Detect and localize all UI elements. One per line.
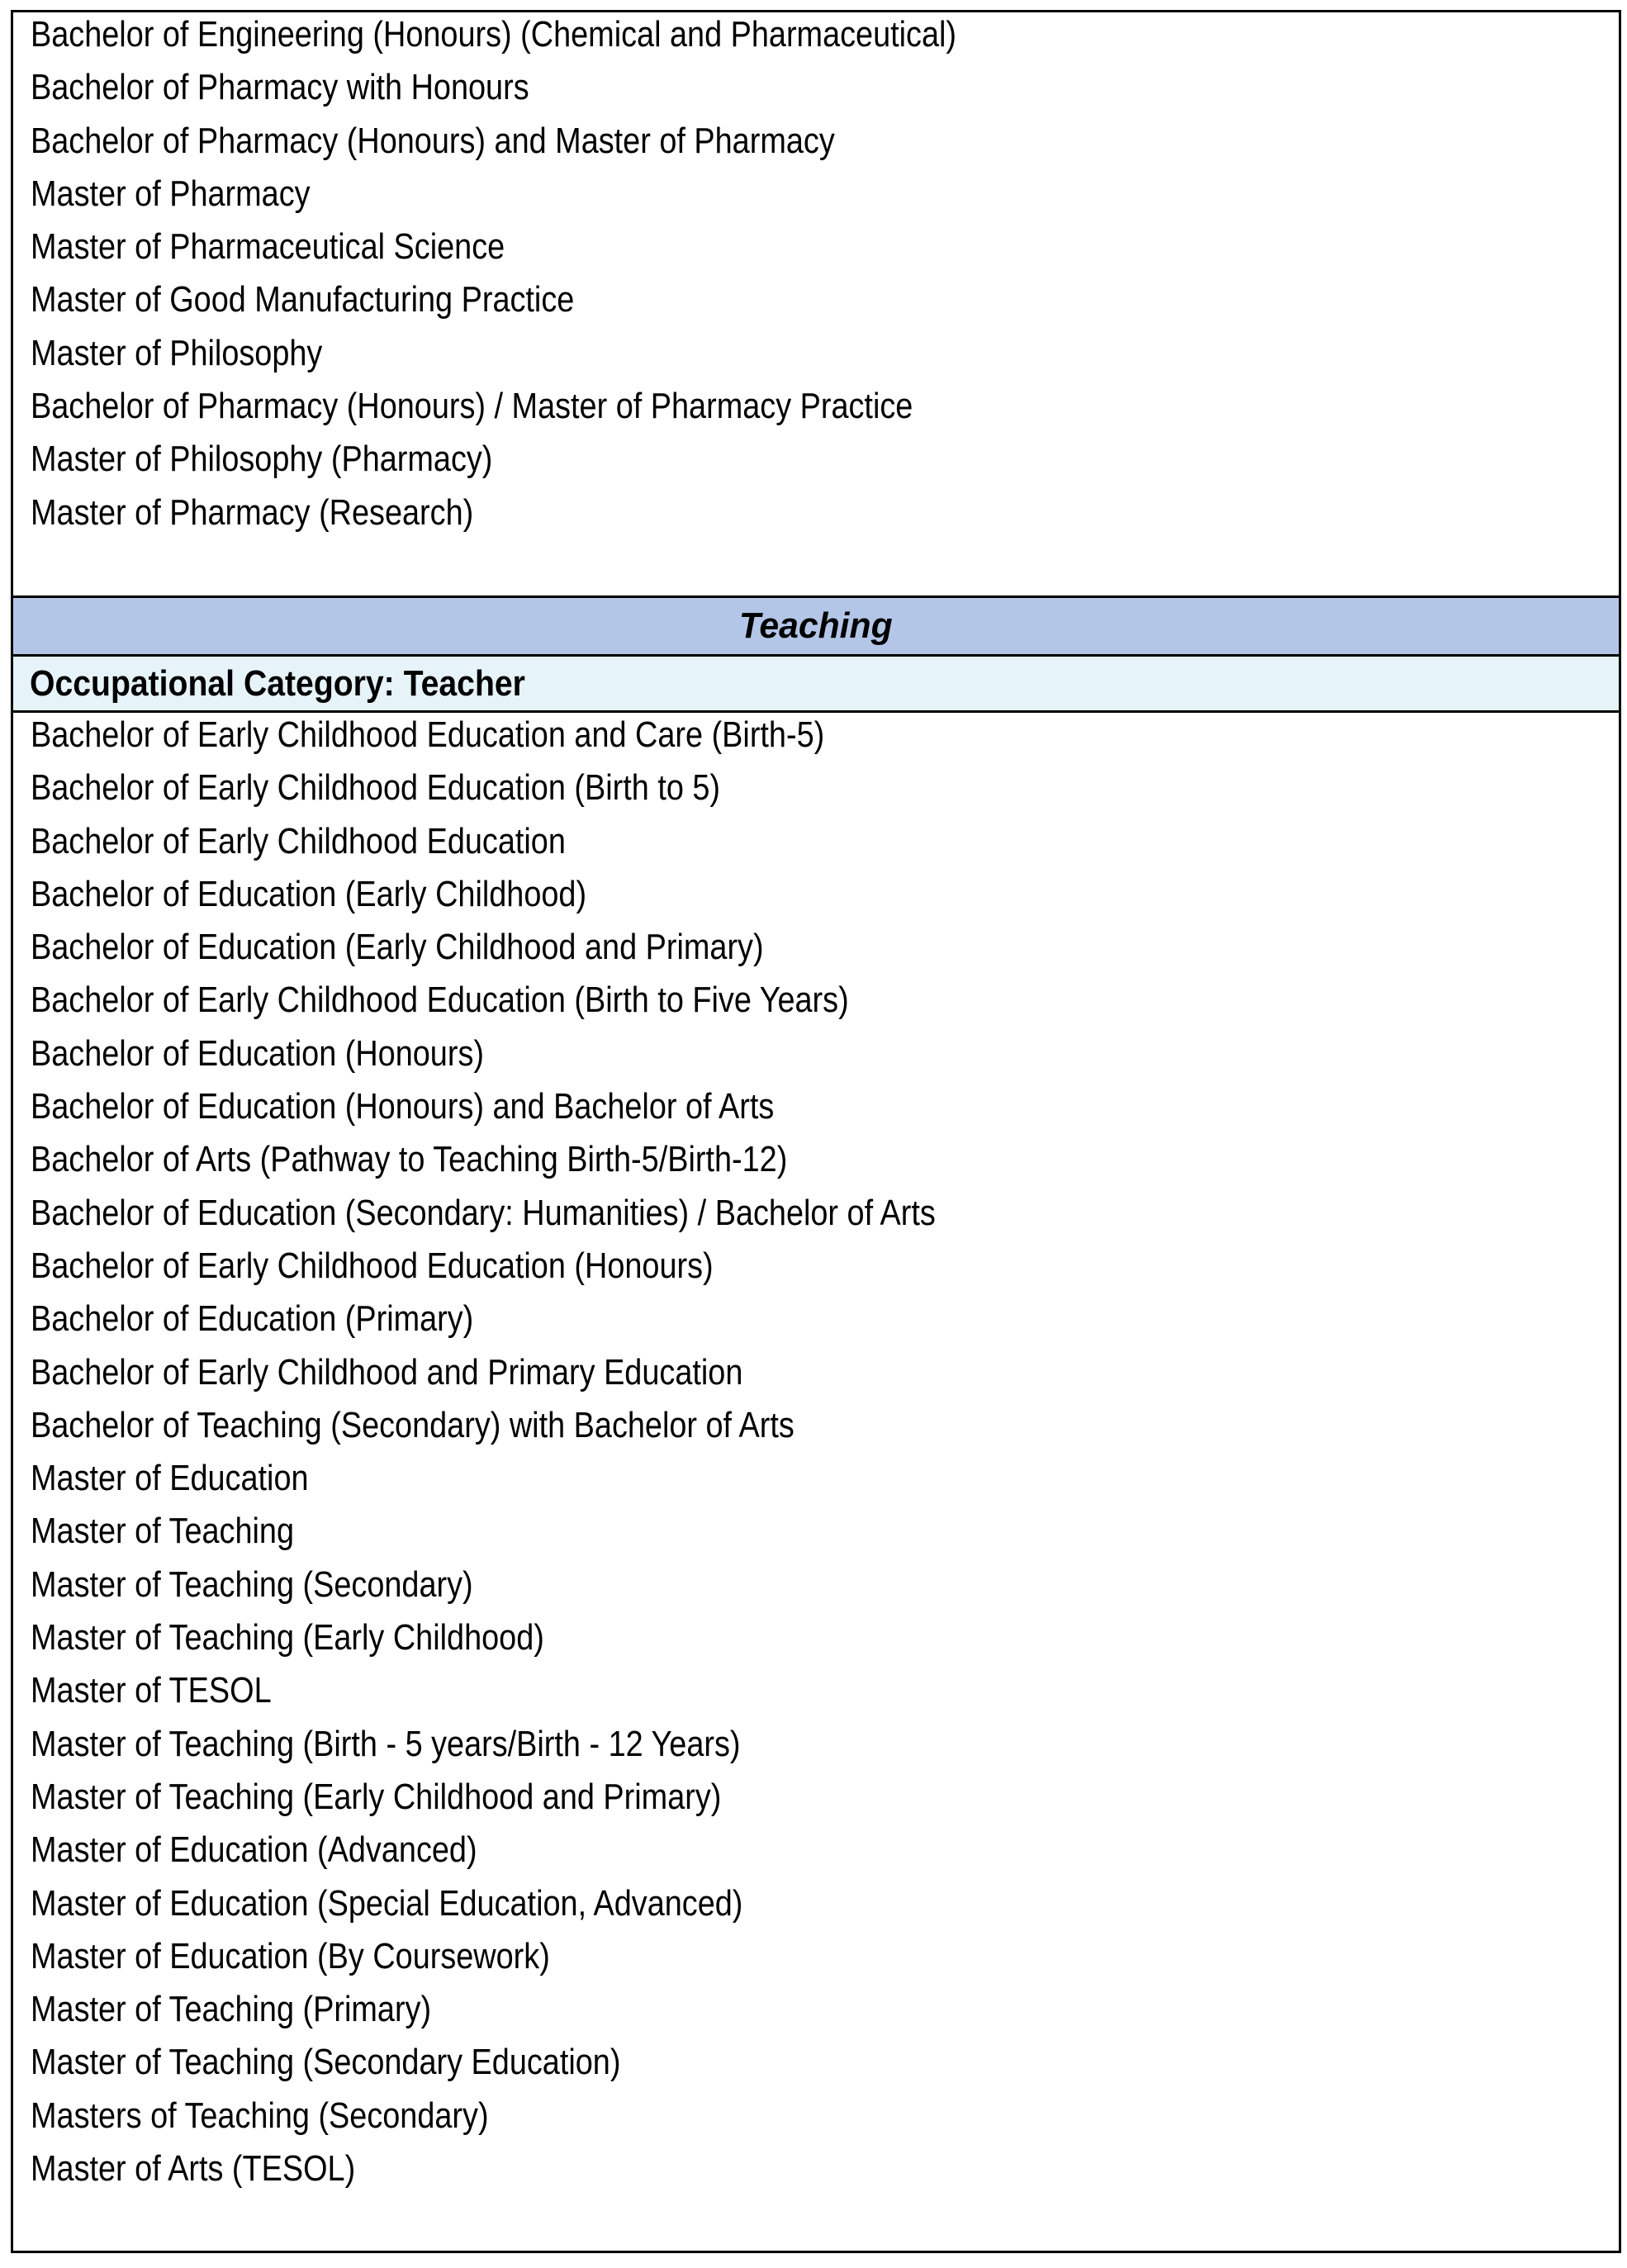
list-item — [31, 1771, 1083, 1824]
qualification-text: Master of Pharmaceutical Science — [31, 226, 505, 268]
qualification-text: Master of Education (By Coursework) — [31, 1935, 550, 1976]
qualification-text: Bachelor of Education (Honours) and Bachelor of Arts — [31, 1086, 775, 1127]
list-item — [31, 1080, 1083, 1133]
occupational-category-row — [11, 657, 1621, 713]
list-item — [31, 1027, 1083, 1080]
list-item — [31, 1293, 1083, 1345]
qualification-text: Master of Teaching (Secondary Education) — [31, 2042, 621, 2083]
list-item — [31, 762, 1083, 814]
list-item — [31, 1559, 1083, 1611]
list-item — [31, 974, 1083, 1027]
qualification-text: Bachelor of Early Childhood Education (Honours) — [31, 1245, 714, 1286]
list-item — [31, 868, 1083, 921]
list-item — [31, 380, 1108, 433]
qualification-text: Master of Education — [31, 1458, 309, 1499]
qualification-text: Master of Education (Special Education, Advanced) — [31, 1882, 743, 1924]
qualification-text: Bachelor of Education (Primary) — [31, 1298, 474, 1340]
qualification-text: Master of Teaching — [31, 1511, 295, 1552]
list-item — [31, 1187, 1083, 1240]
qualification-text: Bachelor of Early Childhood Education (Birth to Five Years) — [31, 980, 849, 1021]
qualification-text: Bachelor of Pharmacy with Honours — [31, 67, 529, 108]
list-item — [31, 327, 1108, 380]
list-item — [31, 1930, 1083, 1983]
list-item — [31, 486, 1108, 539]
qualification-text: Master of Pharmacy — [31, 173, 311, 214]
qualification-text: Masters of Teaching (Secondary) — [31, 2095, 489, 2136]
teacher-qualifications-list — [31, 709, 1083, 2195]
pharmacy-qualifications-list — [31, 8, 1108, 539]
list-item — [31, 8, 1108, 61]
qualification-text: Bachelor of Arts (Pathway to Teaching Birth-5/Birth-12) — [31, 1139, 788, 1180]
qualification-text: Master of Teaching (Early Childhood) — [31, 1617, 544, 1658]
list-item — [31, 2036, 1083, 2089]
qualification-text: Master of Teaching (Primary) — [31, 1989, 432, 2030]
section-header-teaching — [11, 595, 1621, 657]
qualification-text: Master of Teaching (Secondary) — [31, 1563, 473, 1605]
list-item — [31, 2142, 1083, 2195]
qualification-text: Bachelor of Education (Secondary: Humanities) / Bachelor of Arts — [31, 1192, 936, 1233]
qualification-text: Master of Education (Advanced) — [31, 1829, 477, 1871]
list-item — [31, 921, 1083, 974]
list-item — [31, 709, 1083, 762]
qualification-text: Bachelor of Early Childhood Education (Birth to 5) — [31, 767, 721, 809]
list-item — [31, 61, 1108, 114]
qualification-text: Master of Pharmacy (Research) — [31, 491, 474, 533]
list-item — [31, 1133, 1083, 1186]
qualification-text: Bachelor of Pharmacy (Honours) and Master of Pharmacy — [31, 120, 835, 161]
list-item — [31, 1452, 1083, 1505]
list-item — [31, 1611, 1083, 1664]
list-item — [31, 1983, 1083, 2036]
qualification-text: Bachelor of Pharmacy (Honours) / Master of Pharmacy Practice — [31, 386, 913, 427]
list-item — [31, 1664, 1083, 1717]
list-item — [31, 1877, 1083, 1930]
qualification-text: Bachelor of Teaching (Secondary) with Bachelor of Arts — [31, 1404, 795, 1445]
list-item — [31, 2090, 1083, 2142]
list-item — [31, 115, 1108, 168]
qualification-text: Master of Teaching (Birth - 5 years/Birth - 12 Years) — [31, 1723, 741, 1764]
qualification-text: Master of Philosophy (Pharmacy) — [31, 439, 493, 480]
list-item — [31, 1346, 1083, 1399]
list-item — [31, 168, 1108, 221]
qualification-text: Bachelor of Engineering (Honours) (Chemical and Pharmaceutical) — [31, 14, 957, 55]
list-item — [31, 1718, 1083, 1771]
qualification-text: Master of Good Manufacturing Practice — [31, 279, 575, 320]
list-item — [31, 221, 1108, 273]
list-item — [31, 1824, 1083, 1877]
qualification-text: Master of Arts (TESOL) — [31, 2148, 356, 2190]
list-item — [31, 1240, 1083, 1293]
qualification-text: Bachelor of Education (Early Childhood) — [31, 873, 587, 914]
list-item — [31, 1505, 1083, 1558]
qualification-text: Bachelor of Education (Early Childhood and Primary) — [31, 927, 764, 968]
occupational-category-label: Occupational Category: Teacher — [30, 662, 525, 704]
qualification-text: Bachelor of Early Childhood Education — [31, 820, 566, 861]
section-title: Teaching — [739, 605, 893, 646]
list-item — [31, 273, 1108, 326]
list-item — [31, 433, 1108, 486]
qualification-text: Master of TESOL — [31, 1670, 272, 1711]
qualification-text: Bachelor of Early Childhood Education and Care (Birth-5) — [31, 714, 825, 755]
list-item — [31, 1399, 1083, 1452]
qualification-text: Bachelor of Education (Honours) — [31, 1032, 484, 1074]
qualification-text: Bachelor of Early Childhood and Primary Education — [31, 1351, 743, 1393]
qualification-text: Master of Teaching (Early Childhood and Primary) — [31, 1776, 722, 1817]
list-item — [31, 815, 1083, 868]
qualification-text: Master of Philosophy — [31, 332, 323, 373]
